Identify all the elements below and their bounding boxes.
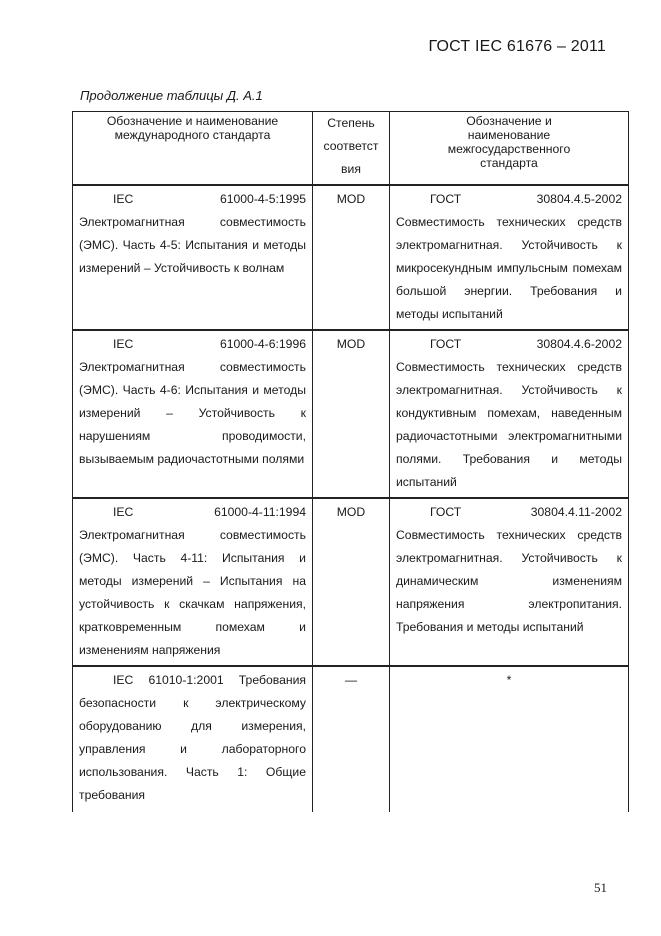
table-caption: Продолжение таблицы Д. А.1 (80, 88, 263, 103)
table-row (73, 185, 629, 330)
international-title: Электромагнитная совместимость (ЭМС). Часть 4-6: Испытания и методы измерений – Устойчивость к нарушениям проводимости, вызываемым радиочастотными полями (79, 360, 306, 466)
international-title: IEC 61010-1:2001 Требования безопасности к электрическому оборудованию для измерения, управления и лабораторного использования. Часть 1: Общие требования (79, 673, 306, 802)
international-standard-cell (73, 666, 313, 812)
table-row (73, 666, 629, 812)
table-row (73, 498, 629, 666)
table-row (73, 330, 629, 498)
interstate-code: ГОСТ 30804.4.11-2002 (430, 505, 622, 519)
column-header-degree: Степень соответст вия (313, 112, 390, 186)
international-title: Электромагнитная совместимость (ЭМС). Часть 4-11: Испытания и методы измерений – Испытания на устойчивость к скачкам напряжения, кратковременным помехам и изменениям напряжения (79, 528, 306, 657)
international-standard-cell (73, 185, 313, 330)
international-code: IEC 61000-4-5:1995 (113, 192, 306, 206)
standards-correspondence-table (72, 111, 629, 812)
degree-cell: — (313, 666, 390, 812)
international-code: IEC 61000-4-6:1996 (113, 337, 306, 351)
table-header-row (73, 112, 629, 186)
international-standard-cell (73, 498, 313, 666)
interstate-title: Совместимость технических средств электромагнитная. Устойчивость к динамическим изменениям напряжения электропитания. Требования и методы испытаний (396, 528, 622, 634)
interstate-standard-cell (390, 330, 629, 498)
column-header-interstate: Обозначение и наименование межгосударственного стандарта (390, 112, 629, 186)
column-header-international: Обозначение и наименование международного стандарта (73, 112, 313, 186)
interstate-standard-cell (390, 185, 629, 330)
page-number: 51 (594, 880, 607, 895)
degree-cell: MOD (313, 498, 390, 666)
document-id-header: ГОСТ IEC 61676 – 2011 (428, 38, 606, 55)
interstate-title: Совместимость технических средств электромагнитная. Устойчивость к микросекундным импульсным помехам большой энергии. Требования и методы испытаний (396, 215, 622, 321)
interstate-standard-cell: * (390, 666, 629, 812)
international-title: Электромагнитная совместимость (ЭМС). Часть 4-5: Испытания и методы измерений – Устойчивость к волнам (79, 215, 306, 275)
interstate-code: ГОСТ 30804.4.5-2002 (430, 192, 622, 206)
interstate-code: ГОСТ 30804.4.6-2002 (430, 337, 622, 351)
degree-cell: MOD (313, 330, 390, 498)
international-code: IEC 61000-4-11:1994 (113, 505, 306, 519)
interstate-standard-cell (390, 498, 629, 666)
interstate-title: Совместимость технических средств электромагнитная. Устойчивость к кондуктивным помехам, наведенным радиочастотными электромагнитными полями. Требования и методы испытаний (396, 360, 622, 489)
degree-cell: MOD (313, 185, 390, 330)
international-standard-cell (73, 330, 313, 498)
